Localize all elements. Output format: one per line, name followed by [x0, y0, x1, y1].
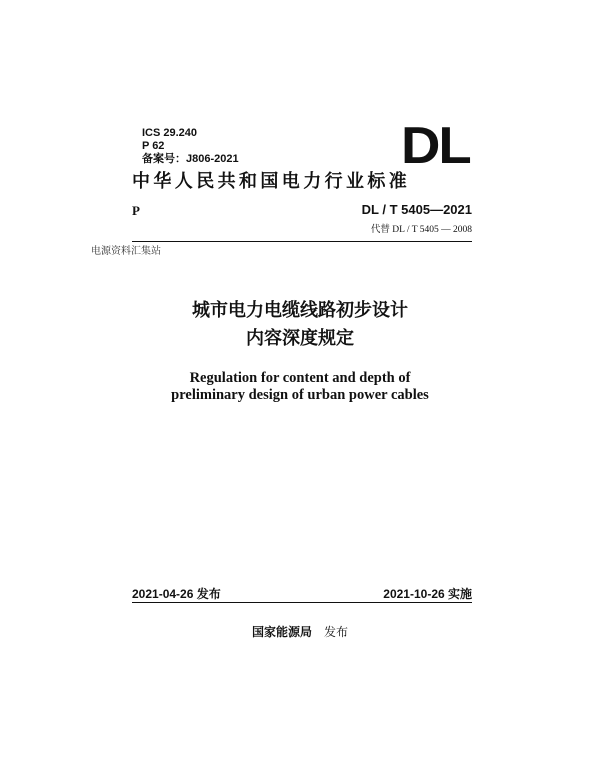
standard-number: DL / T 5405—2021	[361, 202, 472, 217]
title-cn-line2: 内容深度规定	[246, 328, 354, 349]
class-code: P 62	[142, 140, 165, 152]
issuer-org: 国家能源局	[251, 625, 312, 639]
standard-title: 中华人民共和国电力行业标准	[132, 171, 411, 192]
title-en-line2: preliminary design of urban power cables	[171, 387, 429, 403]
issue-date: 2021-04-26 发布	[132, 587, 221, 601]
ics-code: ICS 29.240	[142, 127, 198, 139]
title-en-line1: Regulation for content and depth of	[189, 370, 411, 386]
watermark-text: 电源资料汇集站	[91, 246, 161, 257]
issuer-action: 发布	[324, 625, 349, 639]
issuer-line	[0, 623, 600, 640]
top-divider	[132, 241, 472, 242]
dl-logo: DL	[401, 117, 470, 175]
title-cn-line1: 城市电力电缆线路初步设计	[192, 300, 408, 321]
category-letter: P	[132, 203, 140, 218]
replaces-note: 代替 DL / T 5405 — 2008	[370, 225, 472, 235]
effective-date: 2021-10-26 实施	[383, 587, 472, 601]
header-codes	[142, 127, 239, 166]
bottom-divider	[132, 602, 472, 603]
filing-number: 备案号：J806-2021	[142, 153, 239, 165]
